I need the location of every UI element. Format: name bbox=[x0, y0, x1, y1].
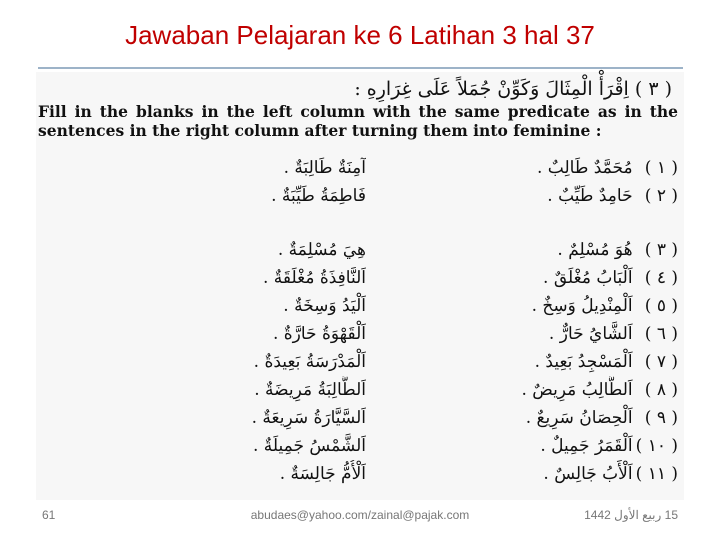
footer-contact: abudaes@yahoo.com/zainal@pajak.com bbox=[250, 508, 470, 522]
scanned-textbook-page bbox=[36, 72, 684, 500]
masculine-text: حَامِدٌ طَيِّبٌ . bbox=[547, 186, 633, 206]
row-gap bbox=[426, 210, 678, 236]
masculine-sentence bbox=[426, 404, 678, 432]
slide-title: Jawaban Pelajaran ke 6 Latihan 3 hal 37 bbox=[125, 20, 595, 50]
masculine-text: اَلْبَابُ مُغْلَقٌ . bbox=[543, 268, 633, 288]
footer-date: 15 ربيع الأول 1442 bbox=[584, 508, 678, 522]
feminine-sentence: اَلنَّافِذَةُ مُغْلَقَةٌ . bbox=[262, 268, 366, 288]
masculine-text: اَلْمَسْجِدُ بَعِيدٌ . bbox=[534, 352, 633, 372]
item-number: ( ٤ ) bbox=[644, 268, 678, 288]
masculine-sentence bbox=[426, 376, 678, 404]
item-number: ( ١٠ ) bbox=[635, 436, 678, 456]
masculine-sentence bbox=[426, 460, 678, 488]
feminine-sentence: آمِنَةٌ طَالِبَةٌ . bbox=[283, 158, 366, 178]
masculine-text: اَلطَّالِبُ مَرِيضٌ . bbox=[521, 380, 633, 400]
feminine-sentence: اَلْمَدْرَسَةُ بَعِيدَةٌ . bbox=[253, 352, 366, 372]
masculine-text: اَلشَّايُ حَارٌّ . bbox=[548, 324, 633, 344]
feminine-sentence: هِيَ مُسْلِمَةٌ . bbox=[277, 240, 366, 260]
feminine-sentence: اَلطَّالِبَةُ مَرِيضَةٌ . bbox=[254, 380, 366, 400]
item-number: ( ٥ ) bbox=[644, 296, 678, 316]
masculine-column bbox=[426, 154, 678, 488]
masculine-sentence bbox=[426, 154, 678, 182]
masculine-sentence bbox=[426, 320, 678, 348]
masculine-text: اَلْأَبُ جَالِسٌ . bbox=[543, 464, 633, 484]
feminine-sentence: اَلْأُمُّ جَالِسَةٌ . bbox=[279, 464, 366, 484]
masculine-sentence bbox=[426, 264, 678, 292]
feminine-sentence: اَلسَّيَّارَةُ سَرِيعَةٌ . bbox=[251, 408, 366, 428]
masculine-text: مُحَمَّدٌ طَالِبٌ . bbox=[536, 158, 633, 178]
item-number: ( ١ ) bbox=[644, 158, 678, 178]
feminine-sentence: اَلْقَهْوَةُ حَارَّةٌ . bbox=[272, 324, 366, 344]
feminine-column bbox=[186, 154, 366, 488]
feminine-sentence: فَاطِمَةُ طَيِّبَةٌ . bbox=[271, 186, 366, 206]
masculine-text: اَلْقَمَرُ جَمِيلٌ . bbox=[540, 436, 633, 456]
masculine-sentence bbox=[426, 182, 678, 210]
item-number: ( ٣ ) bbox=[644, 240, 678, 260]
feminine-sentence: اَلْيَدُ وَسِخَةٌ . bbox=[283, 296, 366, 316]
exercise-heading: ( ٣ ) اِقْرَأْ الْمِثَالَ وَكَوِّنْ جُمَلاً عَلَى غِرَارِهِ : bbox=[354, 78, 672, 100]
item-number: ( ٦ ) bbox=[644, 324, 678, 344]
item-number: ( ٩ ) bbox=[644, 408, 678, 428]
masculine-sentence bbox=[426, 236, 678, 264]
row-gap bbox=[186, 210, 366, 236]
masculine-text: هُوَ مُسْلِمٌ . bbox=[557, 240, 633, 260]
feminine-list bbox=[186, 154, 366, 488]
masculine-list bbox=[426, 154, 678, 488]
feminine-sentence: اَلشَّمْسُ جَمِيلَةٌ . bbox=[253, 436, 366, 456]
item-number: ( ٨ ) bbox=[644, 380, 678, 400]
masculine-sentence bbox=[426, 348, 678, 376]
masculine-text: اَلْحِصَانُ سَرِيعٌ . bbox=[525, 408, 633, 428]
page-number: 61 bbox=[42, 508, 56, 522]
item-number: ( ٢ ) bbox=[644, 186, 678, 206]
exercise-instruction: Fill in the blanks in the left column with the same predicate as in the sentences in the right column after turning them into feminine : bbox=[38, 102, 678, 140]
title-divider bbox=[38, 67, 683, 69]
item-number: ( ١١ ) bbox=[635, 464, 678, 484]
masculine-sentence bbox=[426, 432, 678, 460]
masculine-text: اَلْمِنْدِيلُ وَسِخٌ . bbox=[531, 296, 633, 316]
item-number: ( ٧ ) bbox=[644, 352, 678, 372]
masculine-sentence bbox=[426, 292, 678, 320]
